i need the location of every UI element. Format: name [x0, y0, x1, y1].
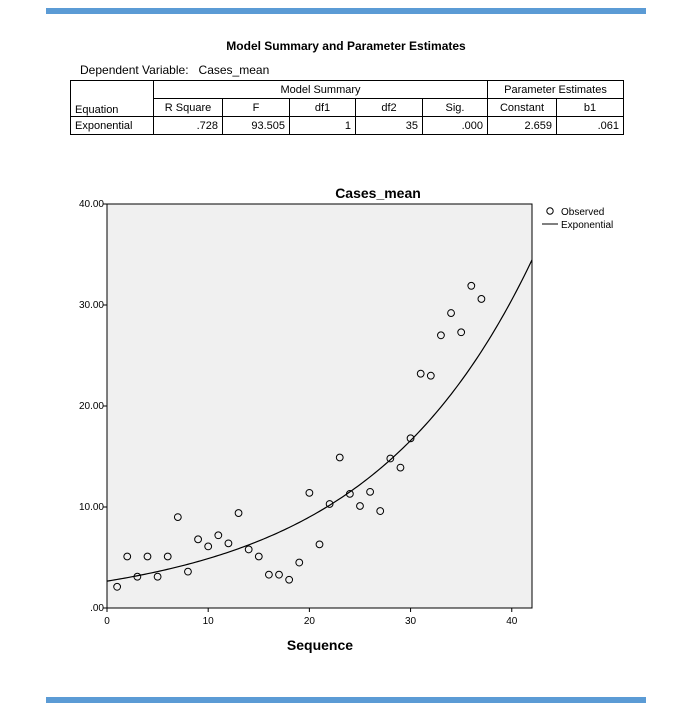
- column-header-df1: df1: [290, 99, 356, 117]
- cell-r-square: .728: [154, 117, 223, 135]
- cell-b1: .061: [557, 117, 624, 135]
- table-title: Model Summary and Parameter Estimates: [226, 39, 466, 53]
- x-axis-label: Sequence: [286, 637, 354, 653]
- cell-f: 93.505: [223, 117, 290, 135]
- row-label-exponential: Exponential: [71, 117, 154, 135]
- y-tick-label: 40.00: [78, 199, 104, 210]
- y-tick-label: 10.00: [78, 502, 104, 513]
- bottom-accent-bar: [46, 697, 646, 703]
- cell-df1: 1: [290, 117, 356, 135]
- column-header-b1: b1: [557, 99, 624, 117]
- chart-title: Cases_mean: [335, 185, 421, 201]
- dependent-variable-label: Dependent Variable:: [80, 63, 189, 77]
- x-tick-label: 30: [405, 616, 417, 627]
- parameter-estimates-group-header: Parameter Estimates: [488, 81, 624, 99]
- x-axis: [104, 608, 518, 627]
- model-summary-group-header: Model Summary: [154, 81, 488, 99]
- x-tick-label: 20: [303, 616, 315, 627]
- y-tick-label: .00: [90, 603, 104, 614]
- y-tick-label: 20.00: [78, 401, 104, 412]
- column-header-f: F: [223, 99, 290, 117]
- x-tick-label: 40: [506, 616, 518, 627]
- column-header-r-square: R Square: [154, 99, 223, 117]
- legend-observed-label: Observed: [561, 207, 605, 218]
- x-tick-label: 0: [104, 616, 110, 627]
- y-tick-label: 30.00: [78, 300, 104, 311]
- cell-constant: 2.659: [488, 117, 557, 135]
- column-header-sig: Sig.: [423, 99, 488, 117]
- column-header-constant: Constant: [488, 99, 557, 117]
- x-tick-label: 10: [202, 616, 214, 627]
- dependent-variable-value: Cases_mean: [198, 63, 270, 77]
- legend: [542, 207, 613, 231]
- equation-header: Equation: [71, 81, 154, 117]
- legend-exponential-label: Exponential: [561, 220, 614, 231]
- cell-sig: .000: [423, 117, 488, 135]
- column-header-df2: df2: [356, 99, 423, 117]
- legend-observed-marker: [547, 208, 553, 214]
- y-axis: [79, 199, 107, 614]
- cell-df2: 35: [356, 117, 423, 135]
